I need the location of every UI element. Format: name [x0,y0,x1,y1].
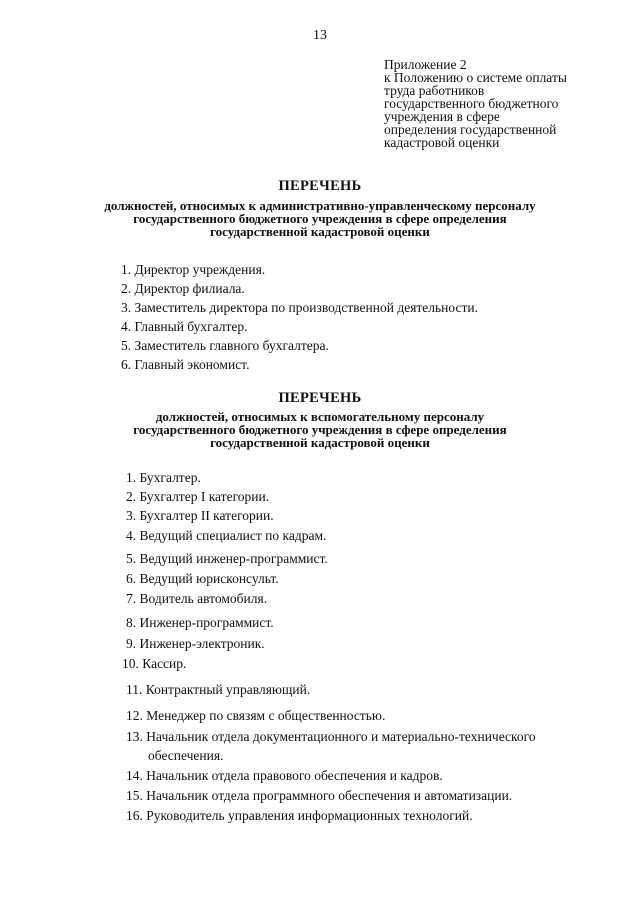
appendix-line: государственного бюджетного [384,96,559,111]
subtitle-line: государственной кадастровой оценки [210,435,430,450]
list-item: 6. Ведущий юрисконсульт. [126,571,279,586]
subtitle-line: должностей, относимых к административно-управленческому персоналу [104,198,536,213]
list-item: 1. Бухгалтер. [126,470,201,485]
section-2-title: ПЕРЕЧЕНЬ [278,390,362,406]
appendix-note [384,58,614,149]
list-item: 2. Директор филиала. [121,281,245,296]
list-item: 3. Заместитель директора по производственной деятельности. [121,300,478,315]
list-item: 9. Инженер-электроник. [126,636,265,651]
appendix-line: к Положению о системе оплаты [384,70,567,85]
list-item: 7. Водитель автомобиля. [126,591,268,606]
list-item: 1. Директор учреждения. [121,262,266,277]
subtitle-line: государственной кадастровой оценки [210,224,430,239]
list-item: 6. Главный экономист. [121,357,250,372]
list-item-continuation: обеспечения. [148,748,224,763]
list-item: 12. Менеджер по связям с общественностью. [126,708,386,723]
list-item: 8. Инженер-программист. [126,615,274,630]
appendix-line: кадастровой оценки [384,135,500,150]
subtitle-line: государственного бюджетного учреждения в сфере определения [133,211,507,226]
section-2-subtitle [60,410,580,449]
list-item: 14. Начальник отдела правового обеспечения и кадров. [126,768,443,783]
list-item: 5. Заместитель главного бухгалтера. [121,338,329,353]
list-item: 15. Начальник отдела программного обеспечения и автоматизации. [126,788,513,803]
appendix-line: труда работников [384,83,485,98]
list-item: 4. Ведущий специалист по кадрам. [126,528,327,543]
section-1-title: ПЕРЕЧЕНЬ [278,178,362,194]
subtitle-line: государственного бюджетного учреждения в сфере определения [133,422,507,437]
list-item: 11. Контрактный управляющий. [126,682,311,697]
list-item: 5. Ведущий инженер-программист. [126,551,328,566]
list-item: 2. Бухгалтер I категории. [126,489,270,504]
list-item: 13. Начальник отдела документационного и материально-технического обеспечения. [126,729,536,763]
appendix-line: определения государственной [384,122,557,137]
list-item: 3. Бухгалтер II категории. [126,508,274,523]
list-item: 10. Кассир. [122,656,187,671]
section-1-subtitle [60,199,580,238]
subtitle-line: должностей, относимых к вспомогательному персоналу [155,409,485,424]
list-item: 4. Главный бухгалтер. [121,319,248,334]
list-item: 16. Руководитель управления информационных технологий. [126,808,473,823]
page-number: 13 [313,28,327,43]
appendix-line: учреждения в сфере [384,109,500,124]
appendix-line: Приложение 2 [384,57,467,72]
